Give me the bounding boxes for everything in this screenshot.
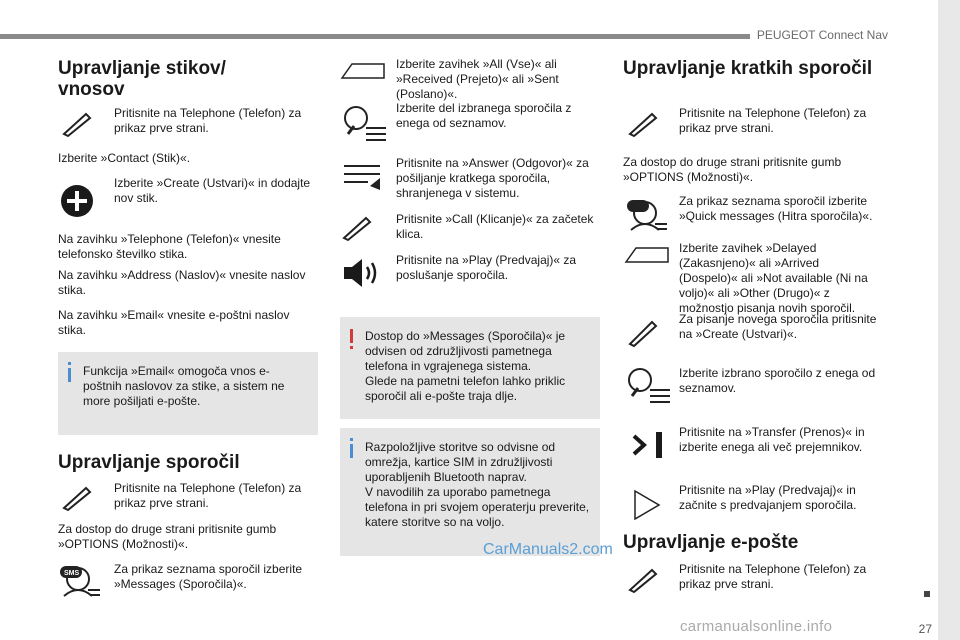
search-list-icon bbox=[624, 366, 672, 408]
pen-icon bbox=[626, 566, 660, 594]
messages-step-list: Za prikaz seznama sporočil izberite »Messages (Sporočila)«. bbox=[114, 562, 303, 591]
contacts-step-create: Izberite »Create (Ustvari)« in dodajte nov stik. bbox=[114, 176, 311, 205]
svg-text:SMS: SMS bbox=[64, 570, 80, 577]
short-step-quick: Za prikaz seznama sporočil izberite »Quick messages (Hitra sporočila)«. bbox=[679, 194, 873, 223]
watermark: CarManuals2.com bbox=[483, 541, 613, 558]
step-play: Pritisnite na »Play (Predvajaj)« za poslušanje sporočila. bbox=[396, 253, 577, 282]
contacts-step-address-tab: Na zavihku »Address (Naslov)« vnesite naslov stika. bbox=[58, 268, 306, 297]
document-title: PEUGEOT Connect Nav bbox=[756, 28, 888, 42]
heading-messages: Upravljanje sporočil bbox=[58, 452, 240, 473]
pen-icon bbox=[626, 110, 660, 138]
info-box-email bbox=[58, 352, 318, 435]
info-box-services bbox=[340, 428, 600, 556]
step-answer: Pritisnite na »Answer (Odgovor)« za pošiljanje kratkega sporočila, shranjenega v sistemu. bbox=[396, 156, 589, 200]
short-step-telephone: Pritisnite na Telephone (Telefon) za prikaz prve strani. bbox=[679, 106, 867, 135]
footer-watermark: carmanualsonline.info bbox=[680, 618, 833, 635]
short-step-create: Za pisanje novega sporočila pritisnite na »Create (Ustvari)«. bbox=[679, 312, 877, 341]
step-select-message: Izberite del izbranega sporočila z enega od seznamov. bbox=[396, 101, 572, 130]
short-step-play: Pritisnite na »Play (Predvajaj)« in začnite s predvajanjem sporočila. bbox=[679, 483, 857, 512]
contacts-step-telephone: Pritisnite na Telephone (Telefon) za prikaz prve strani. bbox=[114, 106, 302, 135]
answer-icon bbox=[340, 160, 384, 192]
warning-box bbox=[340, 317, 600, 419]
info-icon bbox=[68, 368, 71, 382]
heading-short-messages: Upravljanje kratkih sporočil bbox=[623, 58, 873, 79]
heading-contacts: Upravljanje stikov/ vnosov bbox=[58, 58, 226, 100]
add-icon bbox=[59, 183, 95, 219]
call-icon bbox=[340, 214, 374, 242]
pen-icon bbox=[626, 318, 660, 348]
sms-contact-icon bbox=[58, 562, 102, 600]
short-step-options: Za dostop do druge strani pritisnite gumb »OPTIONS (Možnosti)«. bbox=[623, 155, 842, 184]
page-number: 27 bbox=[918, 622, 932, 636]
page-edge-band bbox=[938, 0, 960, 640]
email-step-telephone: Pritisnite na Telephone (Telefon) za prikaz prve strani. bbox=[679, 562, 867, 591]
top-rule bbox=[0, 34, 750, 39]
warning-text: Dostop do »Messages (Sporočila)« je odvisen od združljivosti pametnega telefona in vgrajenega sistema. Glede na pametni telefon lahko priklic sporočil ali e-pošte traja dlje. bbox=[365, 329, 566, 403]
short-step-tab: Izberite zavihek »Delayed (Zakasnjeno)« ali »Arrived (Dospelo)« ali »Not available (Ni na voljo)« ali »Other (Drugo)« z možnostjo pisanja novih sporočil. bbox=[679, 241, 868, 315]
short-step-transfer: Pritisnite na »Transfer (Prenos)« in izberite enega ali več prejemnikov. bbox=[679, 425, 865, 454]
step-select-tab: Izberite zavihek »All (Vse)« ali »Received (Prejeto)« ali »Sent (Poslano)«. bbox=[396, 57, 559, 101]
quick-messages-icon bbox=[625, 196, 669, 234]
contacts-step-phone-tab: Na zavihku »Telephone (Telefon)« vnesite telefonsko številko stika. bbox=[58, 232, 281, 261]
step-call: Pritisnite »Call (Klicanje)« za začetek klica. bbox=[396, 212, 594, 241]
heading-email: Upravljanje e-pošte bbox=[623, 532, 799, 553]
speaker-icon bbox=[342, 256, 382, 290]
messages-step-telephone: Pritisnite na Telephone (Telefon) za prikaz prve strani. bbox=[114, 481, 302, 510]
continue-marker bbox=[924, 591, 930, 597]
info-text: Funkcija »Email« omogoča vnos e-poštnih naslovov za stike, a sistem ne more pošiljati e-pošte. bbox=[83, 364, 285, 408]
pen-icon bbox=[60, 110, 94, 138]
warning-icon bbox=[350, 329, 353, 343]
pen-icon bbox=[60, 484, 94, 512]
contacts-step-contact: Izberite »Contact (Stik)«. bbox=[58, 151, 191, 165]
short-step-select: Izberite izbrano sporočilo z enega od seznamov. bbox=[679, 366, 876, 395]
transfer-icon bbox=[630, 428, 666, 462]
info-text: Razpoložljive storitve so odvisne od omrežja, kartice SIM in združljivosti uporabljenih Bluetooth naprav. V navodilih za uporabo pametnega telefona in pri svojem operaterju preverite, katere storitve so na voljo. bbox=[365, 440, 590, 529]
messages-step-options: Za dostop do druge strani pritisnite gumb »OPTIONS (Možnosti)«. bbox=[58, 522, 277, 551]
search-list-icon bbox=[340, 104, 388, 146]
play-icon bbox=[632, 488, 662, 522]
tab-icon bbox=[340, 62, 386, 80]
tab-icon bbox=[624, 246, 670, 264]
info-icon bbox=[350, 444, 353, 458]
contacts-step-email-tab: Na zavihku »Email« vnesite e-poštni naslov stika. bbox=[58, 308, 290, 337]
